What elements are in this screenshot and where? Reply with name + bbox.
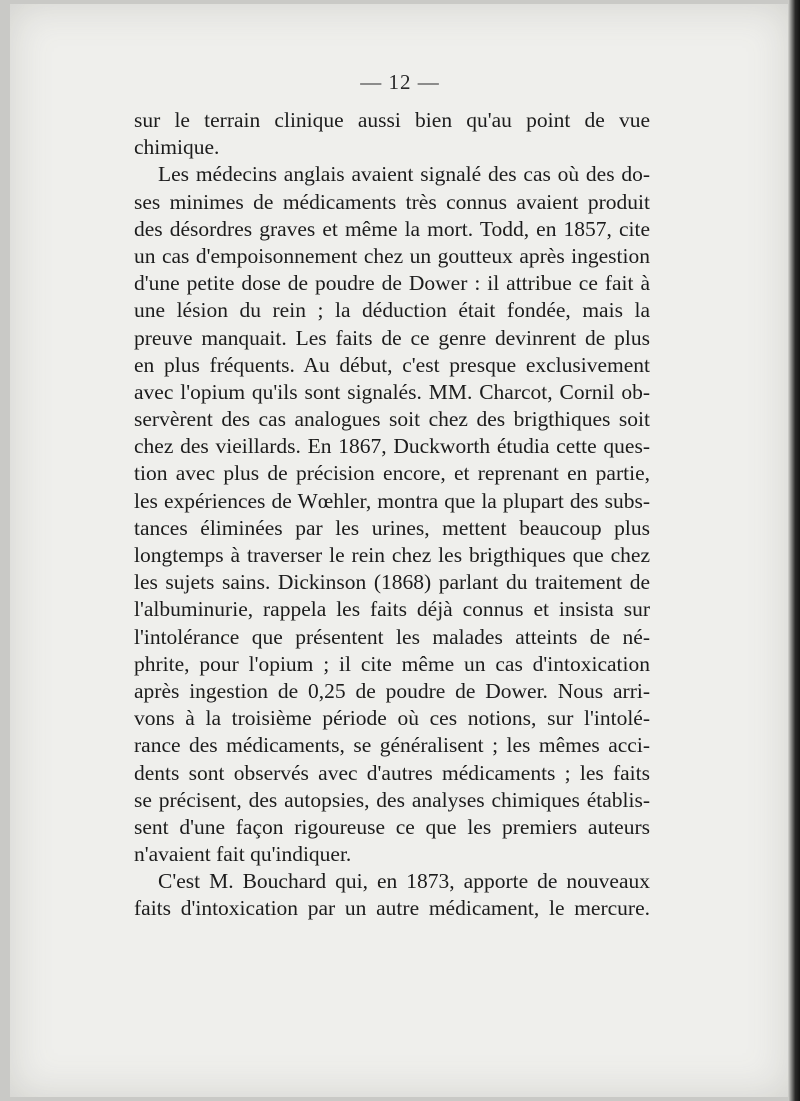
text-line: chez des vieillards. En 1867, Duckworth étudia cette ques-	[134, 434, 650, 459]
text-line: les expériences de Wœhler, montra que la plupart des subs-	[134, 488, 650, 513]
text-line: tion avec plus de précision encore, et reprenant en partie,	[134, 461, 650, 486]
text-line: en plus fréquents. Au début, c'est presque exclusivement	[134, 352, 650, 377]
text-line: phrite, pour l'opium ; il cite même un cas d'intoxication	[134, 651, 650, 676]
text-line: tances éliminées par les urines, mettent beaucoup plus	[134, 515, 650, 540]
text-line: ses minimes de médicaments très connus avaient produit	[134, 189, 650, 214]
text-line: preuve manquait. Les faits de ce genre devinrent de plus	[134, 325, 650, 350]
text-line: d'une petite dose de poudre de Dower : il attribue ce fait à	[134, 271, 650, 296]
text-line: sent d'une façon rigoureuse ce que les premiers auteurs	[134, 814, 650, 839]
text-line: après ingestion de 0,25 de poudre de Dower. Nous arri-	[134, 678, 650, 703]
text-line: faits d'intoxication par un autre médicament, le mercure.	[134, 896, 650, 921]
text-line: l'albuminurie, rappela les faits déjà connus et insista sur	[134, 597, 650, 622]
text-line: rance des médicaments, se généralisent ; les mêmes acci-	[134, 733, 650, 758]
text-line: longtemps à traverser le rein chez les brigthiques que chez	[134, 543, 650, 567]
book-page	[10, 4, 790, 1097]
text-line: l'intolérance que présentent les malades atteints de né-	[134, 624, 650, 649]
text-line: se précisent, des autopsies, des analyses chimiques établis-	[134, 787, 650, 812]
text-line: avec l'opium qu'ils sont signalés. MM. Charcot, Cornil ob-	[134, 379, 650, 404]
text-line: dents sont observés avec d'autres médicaments ; les faits	[134, 760, 650, 785]
page-number: — 12 —	[360, 70, 440, 94]
text-line: une lésion du rein ; la déduction était fondée, mais la	[134, 298, 650, 323]
text-line: servèrent des cas analogues soit chez des brigthiques soit	[134, 407, 650, 432]
text-line: un cas d'empoisonnement chez un goutteux après ingestion	[134, 243, 650, 268]
text-line: C'est M. Bouchard qui, en 1873, apporte de nouveaux	[158, 869, 650, 894]
text-line: les sujets sains. Dickinson (1868) parlant du traitement de	[134, 570, 650, 595]
text-line: des désordres graves et même la mort. Todd, en 1857, cite	[134, 216, 650, 241]
text-line: n'avaient fait qu'indiquer.	[134, 842, 352, 867]
text-line: chimique.	[134, 135, 220, 160]
text-line: vons à la troisième période où ces notions, sur l'intolé-	[134, 706, 650, 731]
text-line: Les médecins anglais avaient signalé des cas où des do-	[158, 162, 650, 187]
book-spine-shadow	[788, 0, 800, 1101]
body-text	[134, 107, 650, 923]
text-line: sur le terrain clinique aussi bien qu'au point de vue	[134, 108, 650, 132]
